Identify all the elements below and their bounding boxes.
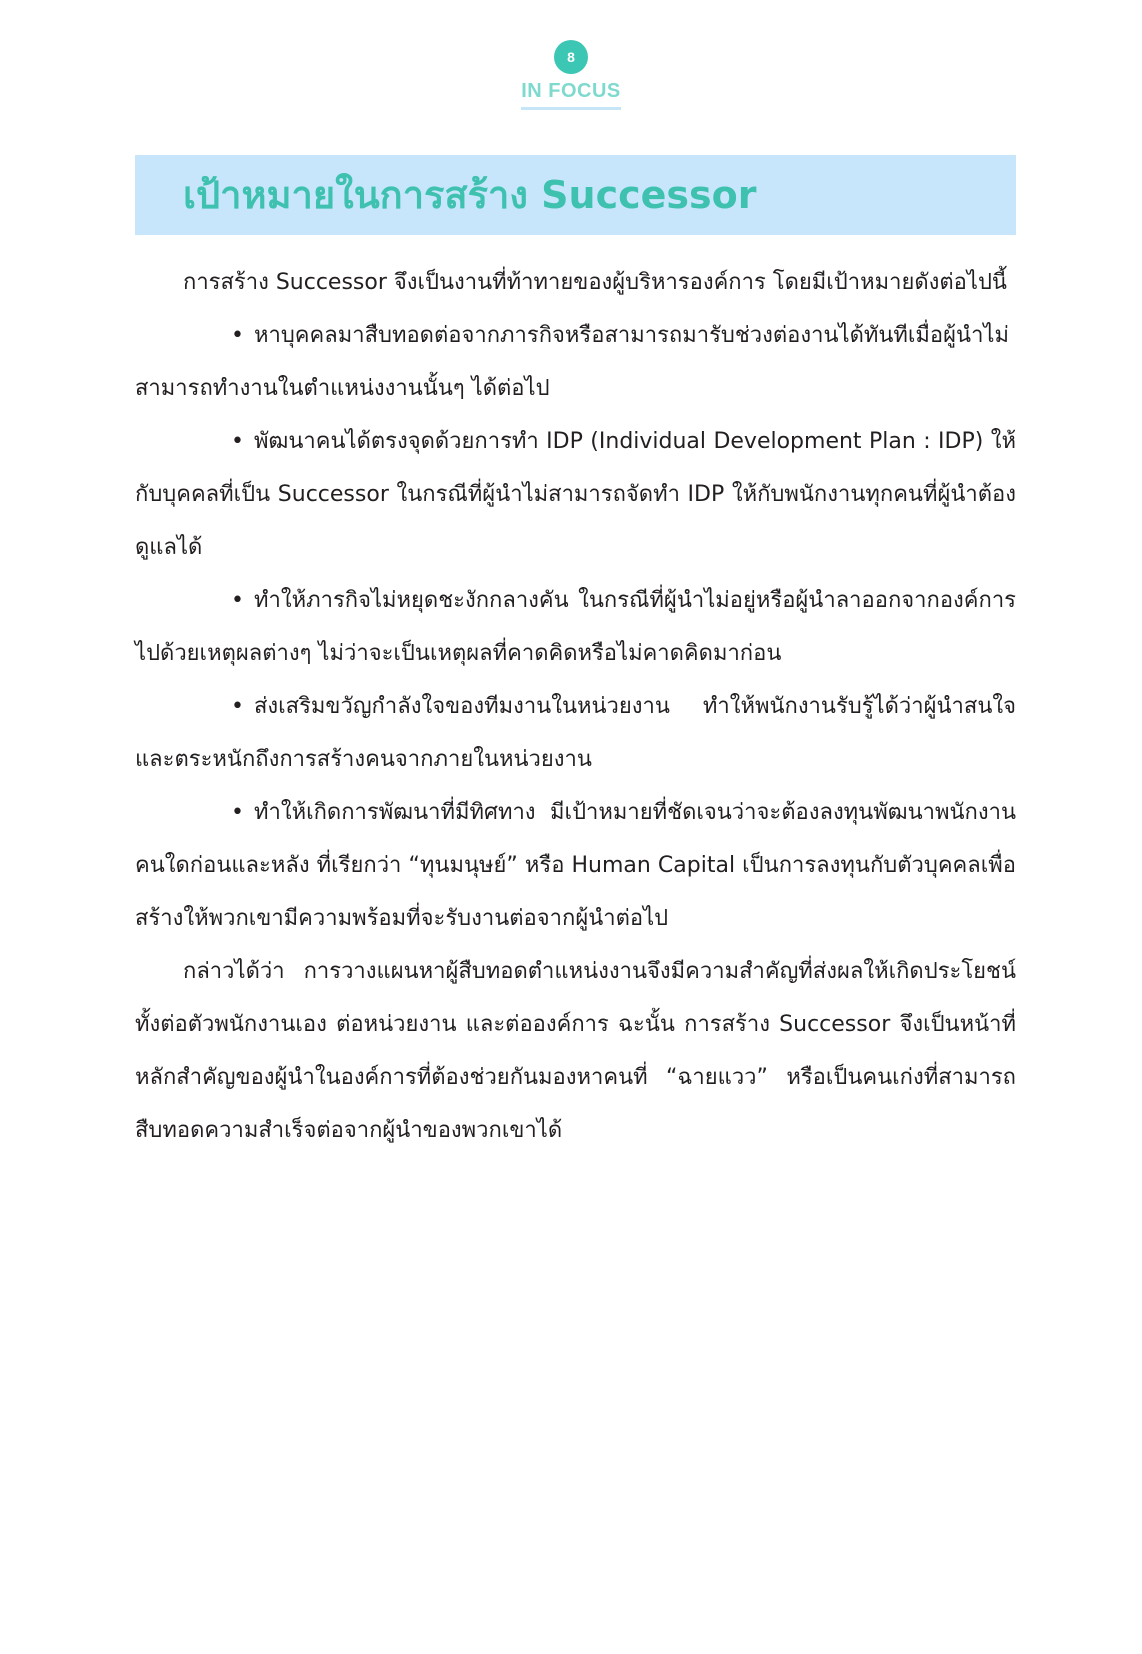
- bullet-text: ทำให้ภารกิจไม่หยุดชะงักกลางคัน ในกรณีที่ผู้นำไม่อยู่หรือผู้นำลาออกจากองค์การไปด้วยเหตุผลต่างๆ ไม่ว่าจะเป็นเหตุผลที่คาดคิดหรือไม่คาดคิดมาก่อน: [135, 588, 1016, 666]
- bullet-text: ทำให้เกิดการพัฒนาที่มีทิศทาง มีเป้าหมายที่ชัดเจนว่าจะต้องลงทุนพัฒนาพนักงานคนใดก่อนและหลัง ที่เรียกว่า “ทุนมนุษย์” หรือ Human Capital เป็นการลงทุนกับตัวบุคคลเพื่อสร้างให้พวกเขามีความพร้อมที่จะรับงานต่อจากผู้นำต่อไป: [135, 800, 1016, 931]
- bullet-icon: •: [231, 588, 244, 613]
- paragraph-text: กล่าวได้ว่า การวางแผนหาผู้สืบทอดตำแหน่งงานจึงมีความสำคัญที่ส่งผลให้เกิดประโยชน์ทั้งต่อตัวพนักงานเอง ต่อหน่วยงาน และต่อองค์การ ฉะนั้น การสร้าง Successor จึงเป็นหน้าที่หลักสำคัญของผู้นำในองค์การที่ต้องช่วยกันมองหาคนที่ “ฉายแวว” หรือเป็นคนเก่งที่สามารถสืบทอดความสำเร็จต่อจากผู้นำของพวกเขาได้: [135, 959, 1016, 1143]
- bullet-icon: •: [231, 800, 244, 825]
- goal-bullet-1: [135, 309, 1016, 415]
- goal-bullet-2: [135, 415, 1016, 574]
- goal-bullet-3: [135, 574, 1016, 680]
- bullet-text: ส่งเสริมขวัญกำลังใจของทีมงานในหน่วยงาน ทำให้พนักงานรับรู้ได้ว่าผู้นำสนใจและตระหนักถึงการสร้างคนจากภายในหน่วยงาน: [135, 694, 1016, 772]
- title-banner: [135, 155, 1016, 235]
- bullet-text: พัฒนาคนได้ตรงจุดด้วยการทำ IDP (Individual Development Plan : IDP) ให้กับบุคคลที่เป็น Successor ในกรณีที่ผู้นำไม่สามารถจัดทำ IDP ให้กับพนักงานทุกคนที่ผู้นำต้องดูแลได้: [135, 429, 1016, 560]
- bullet-icon: •: [231, 429, 244, 454]
- section-label: IN FOCUS: [521, 80, 621, 110]
- bullet-text: หาบุคคลมาสืบทอดต่อจากภารกิจหรือสามารถมารับช่วงต่องานได้ทันทีเมื่อผู้นำไม่สามารถทำงานในตำแหน่งงานนั้นๆ ได้ต่อไป: [135, 323, 1009, 401]
- article-body: [135, 256, 1016, 1157]
- bullet-icon: •: [231, 694, 244, 719]
- page-header: [0, 40, 1142, 110]
- intro-paragraph: [135, 256, 1016, 309]
- goal-bullet-5: [135, 786, 1016, 945]
- paragraph-text: การสร้าง Successor จึงเป็นงานที่ท้าทายของผู้บริหารองค์การ โดยมีเป้าหมายดังต่อไปนี้: [183, 270, 1007, 295]
- page-title: เป้าหมายในการสร้าง Successor: [183, 173, 757, 217]
- bullet-icon: •: [231, 323, 244, 348]
- conclusion-paragraph: [135, 945, 1016, 1157]
- goal-bullet-4: [135, 680, 1016, 786]
- page-number-badge: 8: [554, 40, 588, 74]
